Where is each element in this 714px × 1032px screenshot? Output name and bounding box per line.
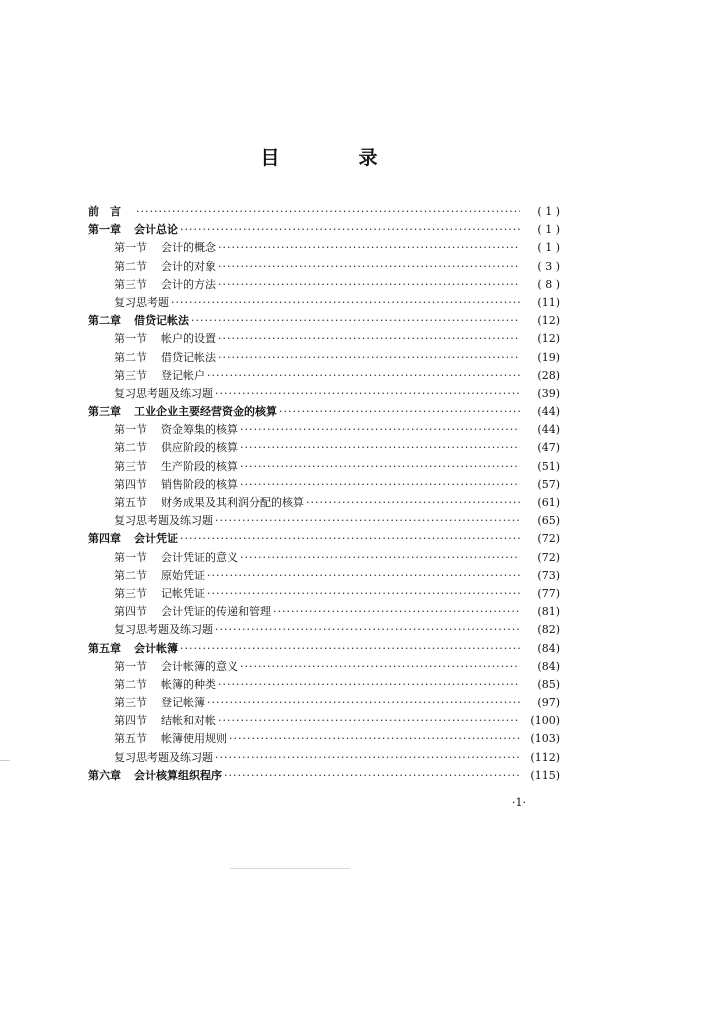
toc-entry-label xyxy=(114,712,216,730)
toc-entry-title: 会计帐簿的意义 xyxy=(161,659,238,673)
dot-leader xyxy=(218,330,520,348)
toc-entry-number: 第二节 xyxy=(114,441,147,455)
toc-entry-page: ( 1 ) xyxy=(537,241,560,255)
toc-entry-number: 第三节 xyxy=(114,368,147,382)
toc-entry-title: 借贷记帐法 xyxy=(134,314,189,328)
toc-entry-label xyxy=(114,276,216,294)
toc-entry-label xyxy=(114,621,213,639)
toc-entry-number: 第五章 xyxy=(88,641,121,655)
toc-section-entry xyxy=(88,549,560,567)
dot-leader xyxy=(218,239,520,257)
toc-chapter-entry xyxy=(88,530,560,548)
dot-leader xyxy=(171,294,520,312)
toc-entry-label xyxy=(114,385,213,403)
toc-section-entry xyxy=(88,239,560,257)
toc-entry-page: (103) xyxy=(530,732,560,746)
toc-section-entry xyxy=(88,712,560,730)
toc-entry-label xyxy=(88,640,178,658)
dot-leader xyxy=(240,458,520,476)
toc-entry-page: (44) xyxy=(537,423,560,437)
toc-entry-number: 第一章 xyxy=(88,223,121,237)
toc-entry-title: 会计的概念 xyxy=(161,241,216,255)
toc-entry-title: 供应阶段的核算 xyxy=(161,441,238,455)
toc-entry-label xyxy=(114,476,238,494)
toc-entry-page: (12) xyxy=(537,314,560,328)
toc-section-entry xyxy=(88,476,560,494)
toc-entry-page: ( 3 ) xyxy=(537,259,560,273)
toc-section-entry xyxy=(88,330,560,348)
toc-entry-number: 第一节 xyxy=(114,550,147,564)
toc-entry-number: 第四节 xyxy=(114,714,147,728)
dot-leader xyxy=(207,567,520,585)
toc-section-entry xyxy=(88,585,560,603)
toc-section-entry xyxy=(88,349,560,367)
toc-entry-label xyxy=(114,730,227,748)
toc-entry-title: 结帐和对帐 xyxy=(161,714,216,728)
toc-entry-page: (115) xyxy=(530,768,560,782)
dot-leader xyxy=(273,603,520,621)
toc-section-entry xyxy=(88,458,560,476)
toc-entry-label xyxy=(114,330,216,348)
toc-entry-label xyxy=(114,239,216,257)
dot-leader xyxy=(306,494,520,512)
toc-entry-page: (84) xyxy=(537,659,560,673)
toc-entry-title: 会计总论 xyxy=(134,223,178,237)
toc-entry-title: 原始凭证 xyxy=(161,568,205,582)
toc-entry-label xyxy=(114,585,205,603)
page-title: 目 录 xyxy=(260,147,408,169)
toc-entry-page: (97) xyxy=(537,696,560,710)
toc-entry-number: 第二章 xyxy=(88,314,121,328)
toc-entry-page: (100) xyxy=(530,714,560,728)
toc-section-entry xyxy=(88,385,560,403)
toc-section-entry xyxy=(88,749,560,767)
toc-entry-title: 会计凭证的意义 xyxy=(161,550,238,564)
toc-entry-number: 第三节 xyxy=(114,696,147,710)
toc-entry-page: (84) xyxy=(537,641,560,655)
toc-entry-page: ( 1 ) xyxy=(537,205,560,218)
toc-entry-page: (61) xyxy=(537,496,560,509)
toc-entry-page: (72) xyxy=(537,532,560,546)
toc-entry-title: 复习思考题及练习题 xyxy=(114,750,213,764)
toc-entry-number: 第三节 xyxy=(114,586,147,600)
toc-section-entry xyxy=(88,621,560,639)
toc-entry-title: 帐户的设置 xyxy=(161,332,216,346)
toc-entry-label xyxy=(114,658,238,676)
toc-entry-label xyxy=(114,567,205,585)
dot-leader xyxy=(215,385,520,403)
toc-chapter-entry xyxy=(88,403,560,421)
dot-leader xyxy=(218,349,520,367)
toc-entry-title: 复习思考题 xyxy=(114,295,169,309)
toc-entry-number: 第三节 xyxy=(114,277,147,291)
dot-leader xyxy=(240,439,520,457)
dot-leader xyxy=(215,621,520,639)
toc-entry-title: 会计帐簿 xyxy=(134,641,178,655)
toc-entry-label xyxy=(114,439,238,457)
toc-entry-title: 借贷记帐法 xyxy=(161,350,216,364)
toc-section-entry xyxy=(88,567,560,585)
dot-leader xyxy=(180,221,520,239)
dot-leader xyxy=(240,549,520,567)
scan-mark xyxy=(0,760,10,761)
dot-leader xyxy=(207,585,520,603)
toc-entry-title: 资金筹集的核算 xyxy=(161,423,238,437)
toc-entry-number: 第一节 xyxy=(114,241,147,255)
toc-entry-label xyxy=(114,694,205,712)
table-of-contents xyxy=(88,203,560,785)
toc-entry-label xyxy=(114,512,213,530)
toc-entry-page: (47) xyxy=(537,441,560,455)
dot-leader xyxy=(215,749,520,767)
toc-chapter-entry xyxy=(88,221,560,239)
toc-section-entry xyxy=(88,730,560,748)
toc-entry-page: (39) xyxy=(537,386,560,400)
toc-entry-label xyxy=(114,349,216,367)
toc-entry-title: 复习思考题及练习题 xyxy=(114,514,213,528)
toc-section-entry xyxy=(88,694,560,712)
toc-entry-title: 帐簿的种类 xyxy=(161,677,216,691)
toc-entry-page: (81) xyxy=(537,605,560,619)
page-number: ·1· xyxy=(512,796,526,809)
toc-entry-page: (51) xyxy=(537,459,560,473)
toc-entry-page: (112) xyxy=(530,750,560,764)
dot-leader xyxy=(191,312,520,330)
toc-entry-page: ( 1 ) xyxy=(537,223,560,237)
dot-leader xyxy=(180,530,520,548)
toc-entry-label xyxy=(114,294,169,312)
toc-section-entry xyxy=(88,494,560,512)
toc-entry-label xyxy=(114,749,213,767)
toc-entry-page: (72) xyxy=(537,550,560,564)
toc-chapter-entry xyxy=(88,767,560,785)
dot-leader xyxy=(229,730,520,748)
toc-entry-page: (85) xyxy=(537,677,560,691)
toc-entry-number: 第三章 xyxy=(88,405,121,419)
toc-section-entry xyxy=(88,258,560,276)
toc-entry-page: (19) xyxy=(537,350,560,364)
toc-entry-number: 第二节 xyxy=(114,568,147,582)
toc-section-entry xyxy=(88,676,560,694)
toc-entry-title: 复习思考题及练习题 xyxy=(114,386,213,400)
toc-entry-number: 第一节 xyxy=(114,423,147,437)
toc-section-entry xyxy=(88,512,560,530)
toc-entry-title: 会计凭证 xyxy=(134,532,178,546)
toc-entry-number: 前 言 xyxy=(88,205,121,218)
toc-entry-label xyxy=(88,203,134,221)
toc-section-entry xyxy=(88,439,560,457)
dot-leader xyxy=(218,258,520,276)
toc-entry-label xyxy=(114,258,216,276)
toc-chapter-entry xyxy=(88,203,560,221)
dot-leader xyxy=(224,767,520,785)
toc-entry-title: 会计核算组织程序 xyxy=(134,768,222,782)
toc-entry-title: 生产阶段的核算 xyxy=(161,459,238,473)
toc-entry-number: 第二节 xyxy=(114,350,147,364)
dot-leader xyxy=(218,276,520,294)
toc-entry-page: (73) xyxy=(537,568,560,582)
toc-entry-title: 记帐凭证 xyxy=(161,586,205,600)
toc-entry-label xyxy=(114,549,238,567)
dot-leader xyxy=(240,476,520,494)
toc-entry-title: 财务成果及其利润分配的核算 xyxy=(161,496,304,509)
toc-entry-title: 复习思考题及练习题 xyxy=(114,623,213,637)
toc-entry-label xyxy=(88,312,189,330)
toc-entry-title: 帐簿使用规则 xyxy=(161,732,227,746)
toc-entry-number: 第五节 xyxy=(114,496,147,509)
dot-leader xyxy=(136,203,520,221)
toc-entry-title: 登记帐簿 xyxy=(161,696,205,710)
toc-entry-page: (12) xyxy=(537,332,560,346)
dot-leader xyxy=(218,712,520,730)
dot-leader xyxy=(207,694,520,712)
dot-leader xyxy=(207,367,520,385)
toc-entry-title: 登记帐户 xyxy=(161,368,205,382)
dot-leader xyxy=(218,676,520,694)
toc-entry-title: 会计凭证的传递和管理 xyxy=(161,605,271,619)
toc-entry-title: 销售阶段的核算 xyxy=(161,477,238,491)
toc-entry-label xyxy=(114,458,238,476)
toc-entry-page: (77) xyxy=(537,586,560,600)
toc-entry-label xyxy=(88,403,277,421)
toc-entry-label xyxy=(114,676,216,694)
toc-entry-page: (82) xyxy=(537,623,560,637)
dot-leader xyxy=(240,421,520,439)
dot-leader xyxy=(180,640,520,658)
dot-leader xyxy=(279,403,520,421)
toc-chapter-entry xyxy=(88,640,560,658)
toc-entry-label xyxy=(88,767,222,785)
toc-entry-page: (44) xyxy=(537,405,560,419)
toc-entry-label xyxy=(114,603,271,621)
toc-section-entry xyxy=(88,421,560,439)
toc-entry-page: (65) xyxy=(537,514,560,528)
scan-mark xyxy=(230,868,350,869)
toc-section-entry xyxy=(88,367,560,385)
toc-entry-page: (57) xyxy=(537,477,560,491)
toc-entry-number: 第二节 xyxy=(114,677,147,691)
toc-entry-title: 会计的对象 xyxy=(161,259,216,273)
toc-entry-number: 第一节 xyxy=(114,659,147,673)
toc-section-entry xyxy=(88,658,560,676)
toc-entry-number: 第一节 xyxy=(114,332,147,346)
toc-entry-number: 第四节 xyxy=(114,477,147,491)
toc-entry-label xyxy=(114,367,205,385)
toc-chapter-entry xyxy=(88,312,560,330)
toc-section-entry xyxy=(88,276,560,294)
dot-leader xyxy=(215,512,520,530)
dot-leader xyxy=(240,658,520,676)
toc-entry-label xyxy=(88,530,178,548)
toc-entry-number: 第四节 xyxy=(114,605,147,619)
toc-entry-label xyxy=(88,221,178,239)
toc-entry-number: 第三节 xyxy=(114,459,147,473)
toc-entry-number: 第四章 xyxy=(88,532,121,546)
toc-entry-page: (28) xyxy=(537,368,560,382)
toc-entry-page: (11) xyxy=(537,295,560,309)
toc-entry-title: 工业企业主要经营资金的核算 xyxy=(134,405,277,419)
toc-entry-number: 第五节 xyxy=(114,732,147,746)
toc-entry-number: 第二节 xyxy=(114,259,147,273)
toc-entry-page: ( 8 ) xyxy=(537,277,560,291)
toc-entry-label xyxy=(114,494,304,512)
toc-entry-number: 第六章 xyxy=(88,768,121,782)
toc-section-entry xyxy=(88,603,560,621)
toc-section-entry xyxy=(88,294,560,312)
toc-entry-title: 会计的方法 xyxy=(161,277,216,291)
toc-entry-label xyxy=(114,421,238,439)
